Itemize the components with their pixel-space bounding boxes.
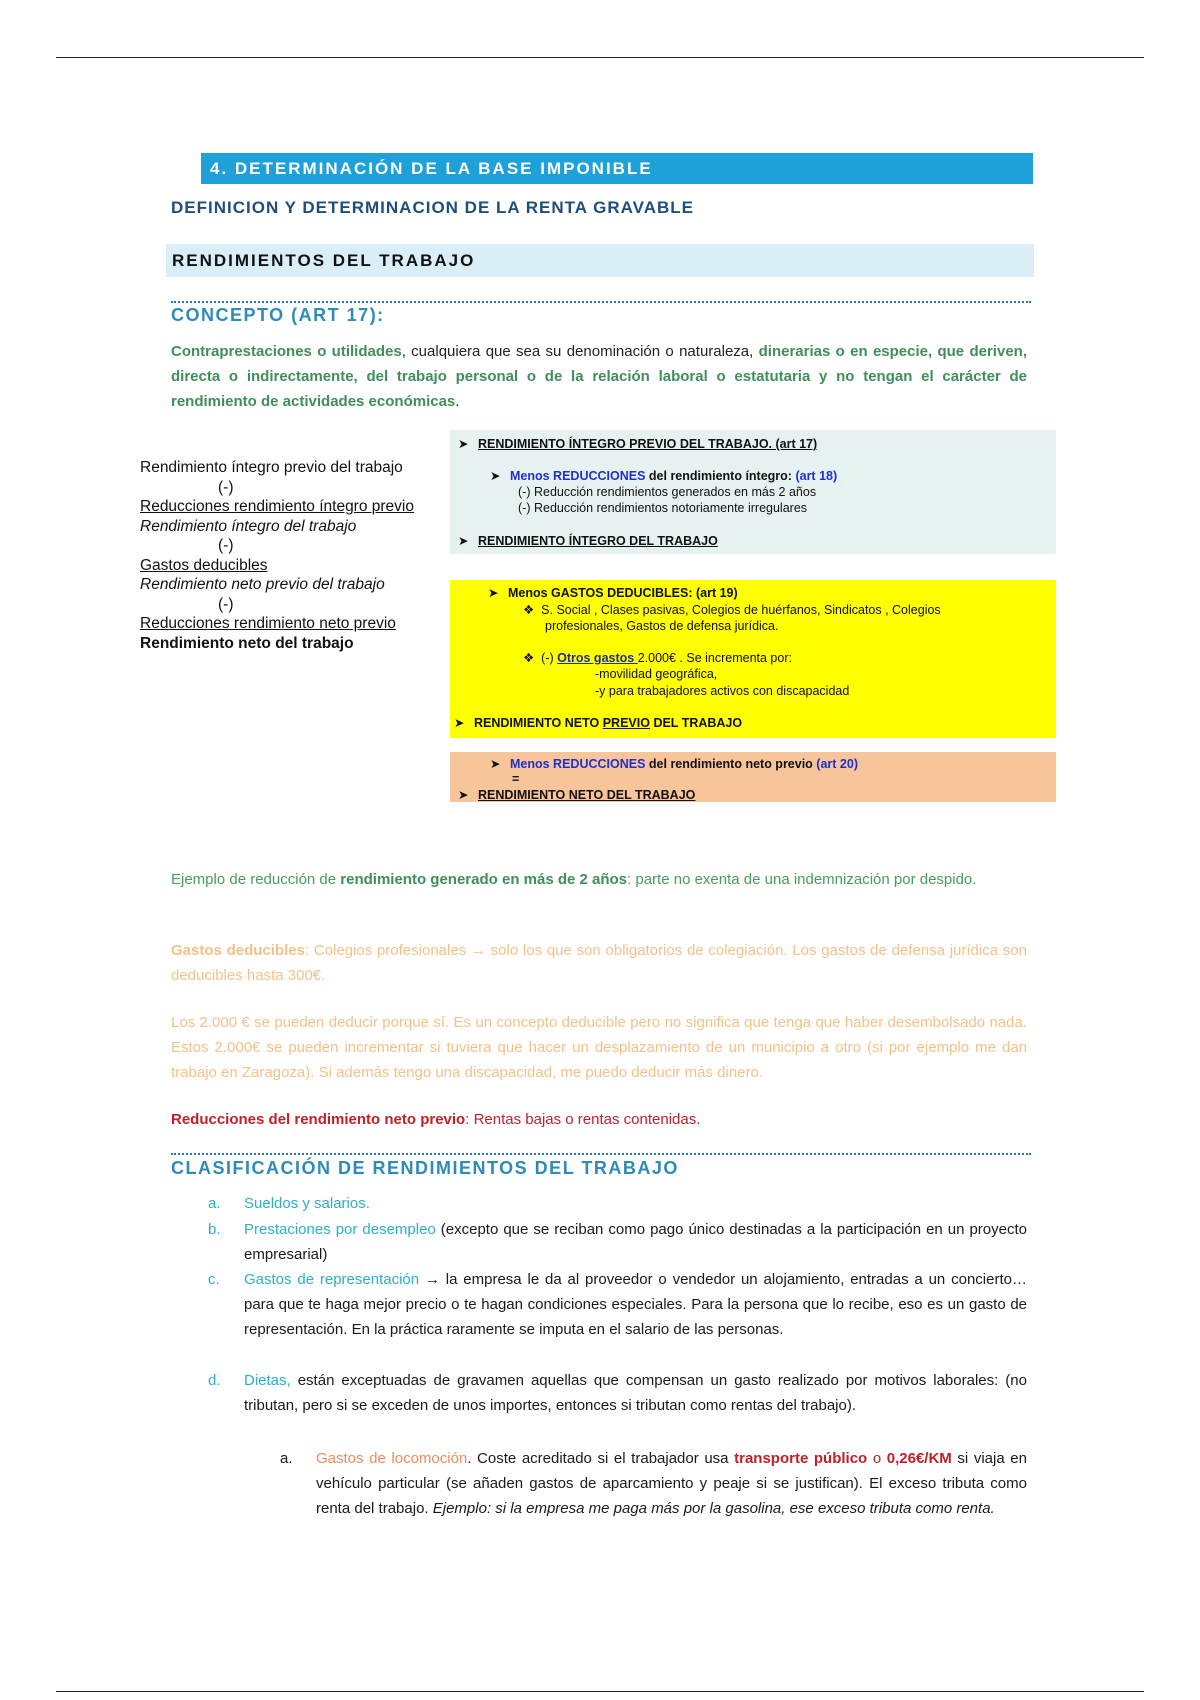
note-gastos: Gastos deducibles: Colegios profesionales → solo los que son obligatorios de colegiación. Los gastos de defensa jurídica son deducibles hasta 300€. bbox=[171, 942, 1027, 984]
arrow-icon: ➤ bbox=[490, 757, 501, 771]
header-rule bbox=[56, 57, 1144, 58]
footer-rule bbox=[56, 1691, 1144, 1692]
calc-line: Gastos deducibles bbox=[140, 556, 268, 574]
box-reducciones-neto: ➤ Menos REDUCCIONES del rendimiento neto previo (art 20) = ➤ RENDIMIENTO NETO DEL TRABAJO bbox=[450, 752, 1056, 802]
calc-minus: (-) bbox=[218, 537, 234, 554]
calc-line: Rendimiento neto previo del trabajo bbox=[140, 576, 385, 593]
concepto-term: Contraprestaciones o utilidades bbox=[171, 343, 402, 360]
concepto-paragraph: Contraprestaciones o utilidades, cualquiera que sea su denominación o naturaleza, dinerarias o en especie, que deriven, directa o indirectamente, del trabajo personal o de la relación laboral o estatutaria y no tengan el carácter de rendimiento de actividades económicas. bbox=[171, 343, 1027, 410]
divider bbox=[171, 1153, 1031, 1155]
calc-minus: (-) bbox=[218, 478, 234, 496]
list-item: d. Dietas, están exceptuadas de gravamen aquellas que compensan un gasto realizado por motivos laborales: (no tributan, pero si se exceden de unos importes, entonces si tributan como rentas del trabajo). bbox=[208, 1372, 1027, 1414]
box-line: -movilidad geográfica, bbox=[595, 667, 718, 681]
note-reducciones: Reducciones del rendimiento neto previo: Rentas bajas o rentas contenidas. bbox=[171, 1111, 701, 1128]
diamond-icon: ❖ bbox=[523, 651, 542, 665]
calc-line: Reducciones rendimiento íntegro previo bbox=[140, 498, 414, 515]
box-gastos-deducibles: ➤ Menos GASTOS DEDUCIBLES: (art 19) ❖ S. Social , Clases pasivas, Colegios de huérfanos, Sindicatos , Colegios profesionales, Gastos de defensa jurídica. ❖ (-) Otros gastos 2.000€ . Se incrementa por: -movilidad geográfica, -y para trabajadores activos con discapacidad ➤ RENDIMIENTO NETO PREVIO DEL TRABAJO bbox=[450, 580, 1056, 738]
note-2000: Los 2.000 € se pueden deducir porque sí. Es un concepto deducible pero no significa que tenga que haber desembolsado nada. Estos 2.000€ se pueden incrementar si tuviera que hacer un desplazamiento de un municipio a otro (si por ejemplo me dan trabajo en Zaragoza). Si además tengo una discapacidad, me puedo deducir más dinero. bbox=[171, 1014, 1027, 1081]
divider bbox=[171, 301, 1031, 303]
arrow-icon: ➤ bbox=[458, 534, 469, 548]
arrow-icon: ➤ bbox=[488, 586, 499, 600]
arrow-icon: ➤ bbox=[454, 716, 465, 730]
calc-line: Rendimiento íntegro previo del trabajo bbox=[140, 459, 403, 476]
note-ejemplo: Ejemplo de reducción de rendimiento generado en más de 2 años: parte no exenta de una indemnización por despido. bbox=[171, 871, 977, 888]
calc-result: Rendimiento neto del trabajo bbox=[140, 634, 354, 652]
box-line: (-) Reducción rendimientos notoriamente irregulares bbox=[518, 501, 808, 515]
box-line: profesionales, Gastos de defensa jurídica. bbox=[545, 619, 779, 633]
list-item: a. Sueldos y salarios. bbox=[208, 1195, 370, 1212]
box-line: -y para trabajadores activos con discapacidad bbox=[595, 684, 850, 698]
arrow-icon: ➤ bbox=[458, 788, 469, 802]
box-line: = bbox=[512, 772, 520, 786]
clasificacion-title: CLASIFICACIÓN DE RENDIMIENTOS DEL TRABAJO bbox=[171, 1158, 679, 1178]
calc-minus: (-) bbox=[218, 595, 234, 613]
subtitle: DEFINICION Y DETERMINACION DE LA RENTA GRAVABLE bbox=[171, 198, 695, 217]
rendimientos-title: RENDIMIENTOS DEL TRABAJO bbox=[166, 244, 1034, 277]
list-item: b. Prestaciones por desempleo (excepto que se reciban como pago único destinadas a la participación en un proyecto empresarial) bbox=[208, 1221, 1027, 1263]
section-title: 4. DETERMINACIÓN DE LA BASE IMPONIBLE bbox=[201, 153, 1033, 184]
calc-line: Rendimiento íntegro del trabajo bbox=[140, 517, 357, 535]
list-item: c. Gastos de representación → la empresa le da al proveedor o vendedor un alojamiento, entradas a un concierto… para que te haga mejor precio o te hagan condiciones especiales. Para la persona que lo recibe, eso es un gasto de representación. En la práctica raramente se imputa en el salario de las personas. bbox=[208, 1271, 1027, 1338]
sub-list-item: a. Gastos de locomoción. Coste acreditado si el trabajador usa transporte público o 0,26€/KM si viaja en vehículo particular (se añaden gastos de aparcamiento y peaje si se justifican). El exceso tributa como renta del trabajo. Ejemplo: si la empresa me paga más por la gasolina, ese exceso tributa como renta. bbox=[280, 1450, 1027, 1517]
calculation-scheme bbox=[140, 458, 435, 653]
arrow-icon: ➤ bbox=[490, 469, 501, 483]
diamond-icon: ❖ bbox=[523, 603, 542, 617]
arrow-icon: ➤ bbox=[458, 437, 469, 451]
box-rendimiento-integro: ➤ RENDIMIENTO ÍNTEGRO PREVIO DEL TRABAJO. (art 17) ➤ Menos REDUCCIONES del rendimiento íntegro: (art 18) (-) Reducción rendimientos generados en más 2 años (-) Reducción rendimientos notoriamente irregulares ➤ RENDIMIENTO ÍNTEGRO DEL TRABAJO bbox=[450, 430, 1056, 554]
calc-line: Reducciones rendimiento neto previo bbox=[140, 615, 396, 632]
box-line: (-) Reducción rendimientos generados en más 2 años bbox=[518, 485, 817, 499]
concepto-title: CONCEPTO (ART 17): bbox=[171, 305, 385, 325]
